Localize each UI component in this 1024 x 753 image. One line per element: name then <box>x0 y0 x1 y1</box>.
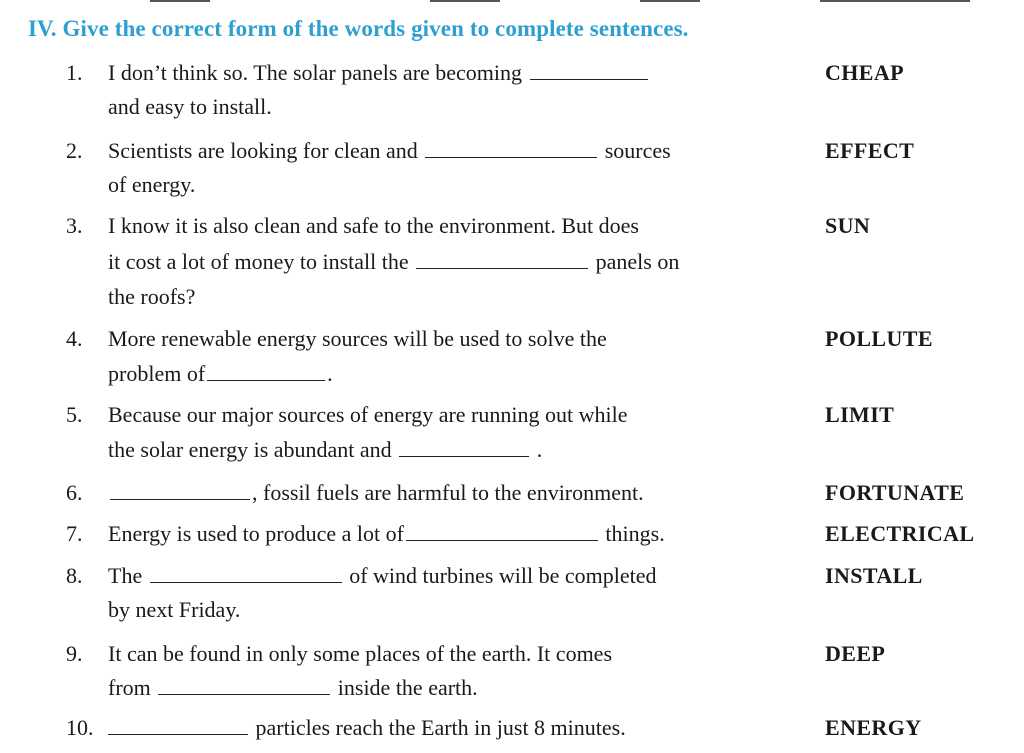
question-text: it cost a lot of money to install the <box>108 249 409 274</box>
root-word: CHEAP <box>825 60 904 85</box>
answer-blank[interactable] <box>110 481 250 500</box>
question-line <box>108 322 607 356</box>
answer-blank[interactable] <box>416 250 588 269</box>
question-text: the roofs? <box>108 284 196 309</box>
question-number: 8. <box>66 563 83 588</box>
root-word: ELECTRICAL <box>825 521 975 546</box>
root-word: SUN <box>825 213 871 238</box>
top-rule-segment <box>820 0 970 2</box>
question-number: 5. <box>66 402 83 427</box>
question-line <box>108 245 679 279</box>
question-text: . <box>536 437 543 462</box>
root-word: INSTALL <box>825 563 923 588</box>
question-text: The <box>108 563 143 588</box>
question-text: problem of <box>108 361 206 386</box>
question-line <box>108 637 612 671</box>
question-line <box>108 209 639 243</box>
root-word: DEEP <box>825 641 886 666</box>
question-line <box>108 711 626 745</box>
question-line <box>108 280 195 314</box>
question-line <box>108 90 272 124</box>
question-line <box>108 517 665 551</box>
top-rule-segment <box>640 0 700 2</box>
answer-blank[interactable] <box>158 676 330 695</box>
question-line <box>108 134 671 168</box>
answer-blank[interactable] <box>406 522 598 541</box>
answer-blank[interactable] <box>108 716 248 735</box>
question-text: . <box>327 361 333 386</box>
question-text: I know it is also clean and safe to the environment. But does <box>108 213 639 238</box>
question-text: sources <box>604 138 671 163</box>
root-word: FORTUNATE <box>825 480 965 505</box>
top-rule-segment <box>430 0 500 2</box>
question-line <box>108 357 333 391</box>
question-number: 1. <box>66 60 83 85</box>
question-number: 3. <box>66 213 83 238</box>
answer-blank[interactable] <box>399 438 529 457</box>
question-line <box>108 398 627 432</box>
question-number: 10. <box>66 715 94 740</box>
question-text: particles reach the Earth in just 8 minutes. <box>255 715 626 740</box>
question-line <box>108 593 240 627</box>
question-text: and easy to install. <box>108 94 272 119</box>
root-word: POLLUTE <box>825 326 933 351</box>
answer-blank[interactable] <box>425 139 597 158</box>
question-number: 6. <box>66 480 83 505</box>
question-text: More renewable energy sources will be used to solve the <box>108 326 607 351</box>
question-text: of wind turbines will be completed <box>349 563 657 588</box>
root-word: ENERGY <box>825 715 922 740</box>
question-text: It can be found in only some places of the earth. It comes <box>108 641 613 666</box>
question-text: I don’t think so. The solar panels are becoming <box>108 60 523 85</box>
top-rule <box>0 0 1024 4</box>
question-line <box>108 56 650 90</box>
question-text: inside the earth. <box>337 675 478 700</box>
question-number: 9. <box>66 641 83 666</box>
question-number: 2. <box>66 138 83 163</box>
question-text: from <box>108 675 151 700</box>
question-line <box>108 671 478 705</box>
question-text: panels on <box>595 249 680 274</box>
question-line <box>108 559 657 593</box>
question-number: 7. <box>66 521 83 546</box>
exercise-heading: IV. Give the correct form of the words given to complete sentences. <box>28 16 689 41</box>
question-text: Because our major sources of energy are running out while <box>108 402 628 427</box>
answer-blank[interactable] <box>207 362 325 381</box>
question-line <box>108 433 542 467</box>
answer-blank[interactable] <box>150 564 342 583</box>
top-rule-segment <box>150 0 210 2</box>
question-text: things. <box>605 521 665 546</box>
question-text: Scientists are looking for clean and <box>108 138 418 163</box>
root-word: LIMIT <box>825 402 895 427</box>
question-line <box>108 168 195 202</box>
answer-blank[interactable] <box>530 61 648 80</box>
question-number: 4. <box>66 326 83 351</box>
question-text: , fossil fuels are harmful to the environment. <box>252 480 644 505</box>
question-text: the solar energy is abundant and <box>108 437 392 462</box>
question-text: of energy. <box>108 172 196 197</box>
question-text: by next Friday. <box>108 597 241 622</box>
question-text: Energy is used to produce a lot of <box>108 521 404 546</box>
root-word: EFFECT <box>825 138 915 163</box>
question-line <box>108 476 644 510</box>
